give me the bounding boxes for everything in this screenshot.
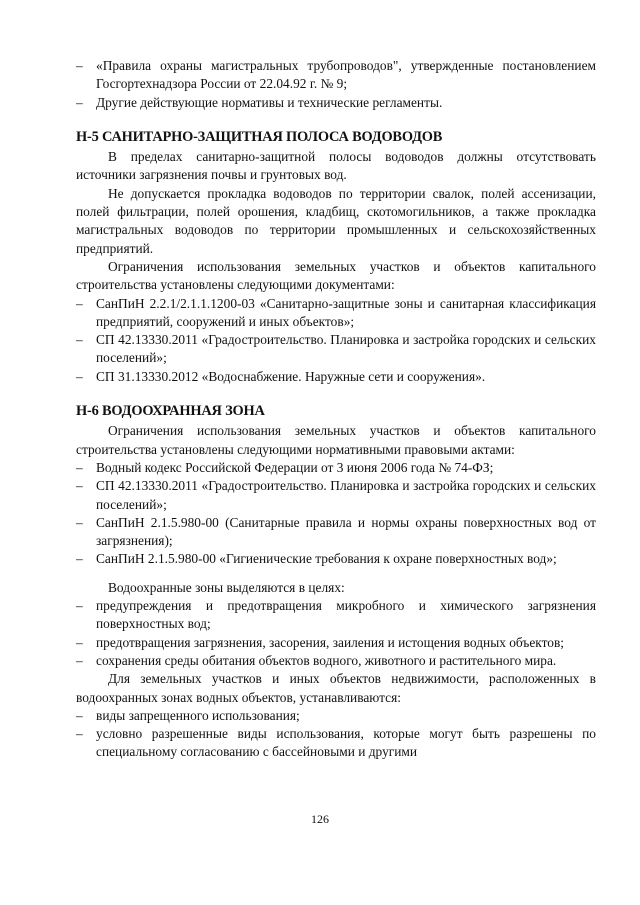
list-item-text: Другие действующие нормативы и технические регламенты. <box>96 94 443 110</box>
list-dash: – <box>76 58 83 73</box>
list-dash: – <box>76 94 83 110</box>
list-dash: – <box>76 332 83 348</box>
list-item <box>76 634 596 652</box>
list-item-text: условно разрешенные виды использования, которые могут быть разрешены по специальному согласованию с бассейновыми и другими <box>96 726 596 760</box>
list-item-text: СанПиН 2.1.5.980-00 (Санитарные правила и нормы охраны поверхностных вод от загрязнения); <box>96 514 596 549</box>
list-item-text: СанПиН 2.1.5.980-00 «Гигиенические требования к охране поверхностных вод»; <box>96 551 557 567</box>
list-item <box>76 459 596 477</box>
paragraph: Не допускается прокладка водоводов по территории свалок, полей ассенизации, полей фильтрации, полей орошения, кладбищ, скотомогильников, а также прокладка магистральных водоводов по территории промышленных и сельскохозяйственных предприятий. <box>76 185 596 256</box>
section-heading-h5: Н-5 САНИТАРНО-ЗАЩИТНАЯ ПОЛОСА ВОДОВОДОВ <box>76 128 443 145</box>
section-heading-h6: Н-6 ВОДООХРАННАЯ ЗОНА <box>76 403 265 420</box>
list-item <box>76 295 596 332</box>
list-item <box>76 514 596 551</box>
paragraph: Ограничения использования земельных участков и объектов капитального строительства установлены следующими документами: <box>76 258 596 293</box>
list-item <box>76 57 596 94</box>
list-dash: – <box>76 514 83 530</box>
spacer <box>76 569 596 579</box>
list-dash: – <box>76 551 83 567</box>
list-item-text: предотвращения загрязнения, засорения, заиления и истощения водных объектов; <box>96 634 565 650</box>
list-item <box>76 477 596 514</box>
page-content <box>76 57 596 762</box>
list-item <box>76 368 596 386</box>
list-dash: – <box>76 652 83 668</box>
list-item-text: «Правила охраны магистральных трубопроводов", утвержденные постановлением Госгортехнадзора России от 22.04.92 г. № 9; <box>96 58 596 92</box>
paragraph: Ограничения использования земельных участков и объектов капитального строительства установлены следующими нормативными правовыми актами: <box>76 423 596 457</box>
list-dash: – <box>76 726 83 742</box>
paragraph: Водоохранные зоны выделяются в целях: <box>108 579 345 595</box>
list-item-text: СанПиН 2.2.1/2.1.1.1200-03 «Санитарно-защитные зоны и санитарная классификация предприятий, сооружений и иных объектов»; <box>96 295 596 329</box>
list-item <box>76 707 596 725</box>
paragraph: В пределах санитарно-защитной полосы водоводов должны отсутствовать источники загрязнения почвы и грунтовых вод. <box>76 149 596 183</box>
list-item-text: СП 31.13330.2012 «Водоснабжение. Наружные сети и сооружения». <box>96 368 486 384</box>
list-item-text: Водный кодекс Российской Федерации от 3 июня 2006 года № 74-ФЗ; <box>96 459 494 475</box>
list-dash: – <box>76 598 83 614</box>
list-dash: – <box>76 368 83 384</box>
list-item-text: предупреждения и предотвращения микробного и химического загрязнения поверхностных вод; <box>96 598 596 632</box>
list-item <box>76 652 596 670</box>
list-item-text: СП 42.13330.2011 «Градостроительство. Планировка и застройка городских и сельских поселений»; <box>96 332 596 366</box>
list-item-text: сохранения среды обитания объектов водного, животного и растительного мира. <box>96 652 557 668</box>
list-item-text: СП 42.13330.2011 «Градостроительство. Планировка и застройка городских и сельских поселений»; <box>96 478 596 512</box>
list-item <box>76 94 596 112</box>
list-dash: – <box>76 707 83 723</box>
list-dash: – <box>76 478 83 494</box>
list-dash: – <box>76 295 83 311</box>
list-item-text: виды запрещенного использования; <box>96 707 300 723</box>
paragraph: Для земельных участков и иных объектов недвижимости, расположенных в водоохранных зонах водных объектов, устанавливаются: <box>76 671 596 705</box>
list-item <box>76 725 596 762</box>
list-dash: – <box>76 634 83 650</box>
list-item <box>76 550 596 568</box>
page-number: 126 <box>311 812 329 826</box>
list-item <box>76 331 596 368</box>
list-dash: – <box>76 459 83 475</box>
list-item <box>76 597 596 634</box>
